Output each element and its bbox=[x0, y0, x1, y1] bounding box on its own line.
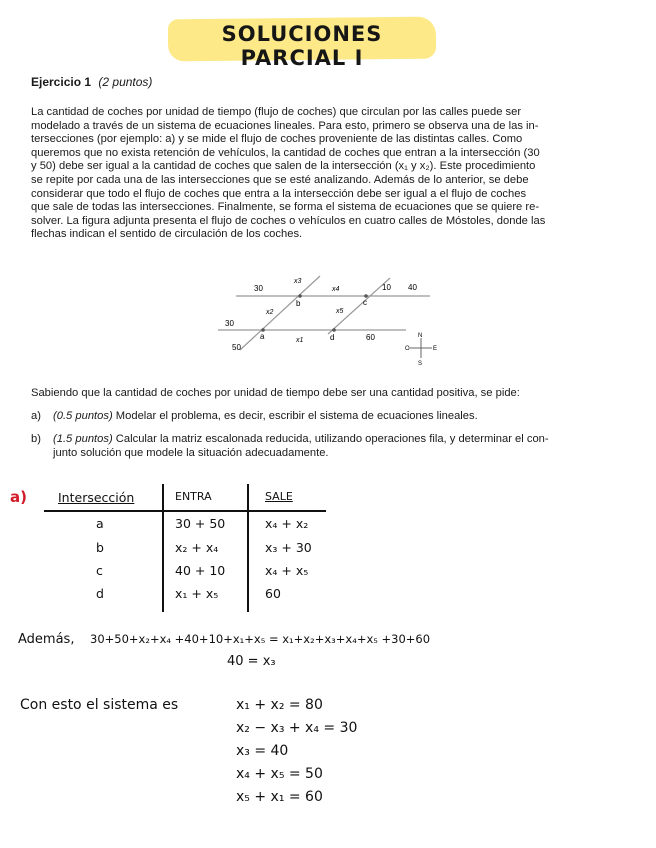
paragraph-line: modelado a través de un sistema de ecuaciones lineales. Para esto, primero se observa una de las in- bbox=[31, 119, 539, 132]
label-top-10: 10 bbox=[382, 283, 391, 292]
label-top-30: 30 bbox=[254, 284, 263, 293]
compass-n: N bbox=[418, 333, 423, 339]
paragraph-line: tersecciones (por ejemplo: a) y se mide el flujo de coches proveniente de las distintas calles. Como bbox=[31, 133, 523, 146]
system-equation: x₂ − x₃ + x₄ = 30 bbox=[236, 720, 358, 736]
exercise-points: (2 puntos) bbox=[98, 75, 153, 89]
paragraph-line: flechas indican el sentido de circulación de los coches. bbox=[31, 228, 303, 241]
label-b: b bbox=[296, 299, 301, 308]
label-x1: x1 bbox=[296, 337, 304, 344]
label-x5: x5 bbox=[336, 308, 344, 315]
label-left-30: 30 bbox=[225, 319, 234, 328]
item-b-text: Calcular la matriz escalonada reducida, utilizando operaciones fila, y determinar el con- bbox=[112, 433, 549, 445]
system-equation: x₃ = 40 bbox=[236, 743, 289, 759]
paragraph-line: solver. La figura adjunta presenta el flujo de coches o vehículos en cuatro calles de Móstoles, donde las bbox=[31, 214, 546, 227]
table-cell: x₃ + 30 bbox=[265, 540, 312, 555]
street-network-figure bbox=[210, 268, 450, 373]
node-b bbox=[298, 294, 302, 298]
item-b-continuation: junto solución que modele la situación adecuadamente. bbox=[53, 446, 329, 459]
table-cell: 40 + 10 bbox=[175, 563, 226, 578]
question-item-b bbox=[31, 433, 623, 460]
item-b-points: (1.5 puntos) bbox=[53, 433, 113, 445]
page-title: SOLUCIONES PARCIAL I bbox=[221, 22, 383, 70]
exercise-title: Ejercicio 1 bbox=[31, 75, 92, 89]
ademas-label: Además, bbox=[18, 632, 75, 647]
table-cell: d bbox=[96, 586, 104, 601]
compass-e: E bbox=[433, 346, 438, 352]
system-label: Con esto el sistema es bbox=[20, 697, 179, 713]
ademas-equation: 30+50+x₂+x₄ +40+10+x₁+x₅ = x₁+x₂+x₃+x₄+x₅ +30+60 bbox=[90, 632, 431, 646]
node-d bbox=[332, 328, 336, 332]
table-header-intersection: Intersección bbox=[58, 490, 135, 505]
compass-o: O bbox=[405, 346, 410, 352]
compass-s: S bbox=[418, 361, 423, 367]
item-b-label: b) bbox=[31, 433, 41, 445]
paragraph-line: que sale de todas las intersecciones. Finalmente, se forma el sistema de ecuaciones que se quiere re- bbox=[31, 201, 540, 214]
label-x2: x2 bbox=[266, 309, 274, 316]
table-header-rule bbox=[44, 510, 326, 512]
diagonal-street-left bbox=[240, 276, 320, 350]
label-x4: x4 bbox=[332, 286, 340, 293]
label-top-40: 40 bbox=[408, 283, 417, 292]
exercise-paragraph bbox=[31, 106, 623, 242]
label-a: a bbox=[260, 332, 265, 341]
label-x3: x3 bbox=[294, 278, 302, 285]
question-intro: Sabiendo que la cantidad de coches por unidad de tiempo debe ser una cantidad positiva, se pide: bbox=[31, 387, 520, 399]
item-a-text: Modelar el problema, es decir, escribir el sistema de ecuaciones lineales. bbox=[112, 410, 478, 422]
solution-part-label: a) bbox=[10, 488, 27, 506]
system-equation: x₅ + x₁ = 60 bbox=[236, 789, 323, 805]
table-cell: c bbox=[96, 563, 103, 578]
table-cell: x₁ + x₅ bbox=[175, 586, 219, 601]
table-cell: x₄ + x₅ bbox=[265, 563, 309, 578]
ademas-result: 40 = x₃ bbox=[227, 654, 276, 669]
table-cell: x₄ + x₂ bbox=[265, 516, 309, 531]
table-cell: a bbox=[96, 516, 104, 531]
paragraph-line: queremos que no exista retención de vehículos, la cantidad de coches que entran a la intersección (30 bbox=[31, 146, 540, 159]
paragraph-line: y 50) debe ser igual a la cantidad de coches que salen de la intersección (x₁ y x₂). Este procedimiento bbox=[31, 160, 536, 173]
table-column-rule bbox=[247, 484, 249, 612]
system-equation: x₁ + x₂ = 80 bbox=[236, 697, 323, 713]
table-cell: 60 bbox=[265, 586, 281, 601]
paragraph-line: considerar que todo el flujo de coches que entra a la intersección debe ser igual a el flujo de coches bbox=[31, 187, 527, 200]
label-d: d bbox=[330, 333, 335, 342]
label-bottom-50: 50 bbox=[232, 343, 241, 352]
table-cell: 30 + 50 bbox=[175, 516, 226, 531]
label-bottom-60: 60 bbox=[366, 333, 375, 342]
intersection-table bbox=[44, 484, 334, 614]
question-item-a bbox=[31, 410, 478, 424]
title-block bbox=[168, 14, 436, 70]
table-cell: x₂ + x₄ bbox=[175, 540, 219, 555]
paragraph-line: se repite por cada una de las intersecciones que se esté analizando. Además de lo anterior, se debe bbox=[31, 173, 529, 186]
exercise-heading bbox=[31, 75, 152, 89]
system-equation: x₄ + x₅ = 50 bbox=[236, 766, 323, 782]
table-column-rule bbox=[162, 484, 164, 612]
table-cell: b bbox=[96, 540, 104, 555]
paragraph-line: La cantidad de coches por unidad de tiempo (flujo de coches) que circulan por las calles puede ser bbox=[31, 106, 522, 118]
label-c: c bbox=[363, 298, 367, 307]
table-header-entra: ENTRA bbox=[175, 490, 212, 503]
item-a-label: a) bbox=[31, 410, 41, 422]
item-a-points: (0.5 puntos) bbox=[53, 410, 113, 422]
table-header-sale: SALE bbox=[265, 490, 293, 503]
